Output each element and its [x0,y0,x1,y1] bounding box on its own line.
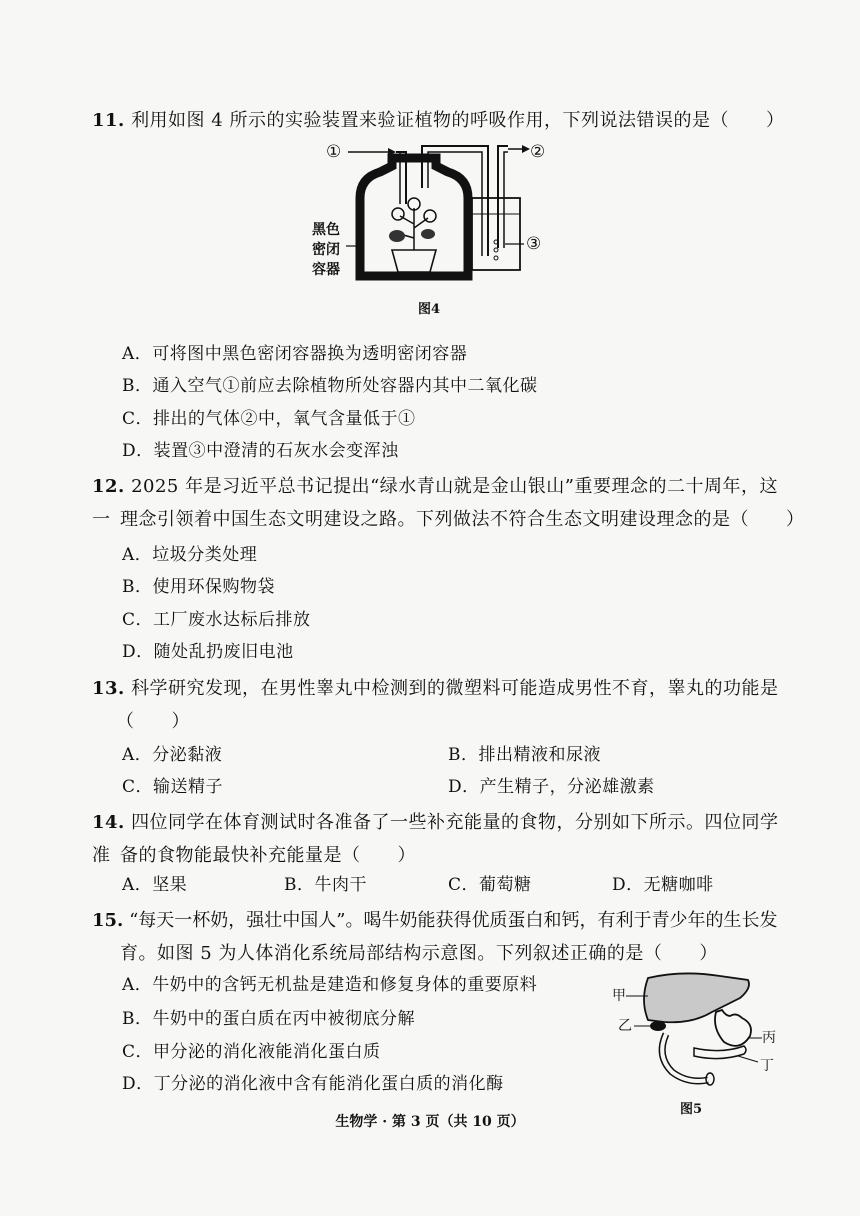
label-container-3: 容器 [312,262,340,278]
label-bing: 丙 [762,1030,776,1046]
question-text-line1: 2025 年是习近平总书记提出“绿水青山就是金山银山”重要理念的二十周年，这一 [92,476,778,530]
label-ding: 丁 [760,1058,774,1074]
q11-option-d: D．装置③中澄清的石灰水会变浑浊 [122,441,399,461]
label-outlet: ② [530,142,546,162]
q12-option-d: D．随处乱扔废旧电池 [122,642,294,662]
question-number: 12. [92,476,125,497]
figure-5-digestive-system [612,966,782,1094]
question-number: 13. [92,678,125,699]
q13-option-b: B．排出精液和尿液 [448,745,601,765]
question-13-stem-line2: （ ） [116,711,190,732]
question-number: 11. [92,110,125,131]
question-number: 14. [92,812,125,833]
label-inlet: ① [326,142,342,162]
q13-option-d: D．产生精子，分泌雄激素 [448,777,655,797]
question-text-line1: 科学研究发现，在男性睾丸中检测到的微塑料可能造成男性不育，睾丸的功能是 [131,678,779,699]
q11-option-a: A．可将图中黑色密闭容器换为透明密闭容器 [122,344,468,364]
q13-option-c: C．输送精子 [122,777,224,797]
question-12-stem-line2: 理念引领着中国生态文明建设之路。下列做法不符合生态文明建设理念的是（ ） [120,509,805,530]
question-13-stem [92,672,792,705]
q14-option-d: D．无糖咖啡 [612,875,714,895]
q15-option-a: A．牛奶中的含钙无机盐是建造和修复身体的重要原料 [122,975,538,995]
question-15-stem-line2: 育。如图 5 为人体消化系统局部结构示意图。下列叙述正确的是（ ） [120,943,718,964]
label-jia: 甲 [612,988,626,1004]
question-number: 15. [92,910,124,931]
q14-option-c: C．葡萄糖 [448,875,532,895]
q12-option-a: A．垃圾分类处理 [122,545,258,565]
q15-option-b: B．牛奶中的蛋白质在丙中被彻底分解 [122,1009,415,1029]
label-container-1: 黑色 [312,222,340,238]
q11-option-b: B．通入空气①前应去除植物所处容器内其中二氧化碳 [122,376,538,396]
question-text: 利用如图 4 所示的实验装置来验证植物的呼吸作用，下列说法错误的是（ ） [131,110,785,131]
q14-option-a: A．坚果 [122,875,188,895]
q11-option-c: C．排出的气体②中，氧气含量低于① [122,409,416,429]
q13-option-a: A．分泌黏液 [122,745,223,765]
figure-4-caption: 图4 [418,302,441,317]
label-container-2: 密闭 [312,242,340,258]
label-limewater: ③ [526,234,542,254]
question-15-stem [92,904,812,937]
question-text-line1: “每天一杯奶，强壮中国人”。喝牛奶能获得优质蛋白和钙，有利于青少年的生长发 [129,910,778,931]
q12-option-b: B．使用环保购物袋 [122,577,275,597]
question-11-stem [92,104,792,137]
label-yi: 乙 [618,1018,632,1034]
page-footer: 生物学 · 第 3 页（共 10 页） [335,1114,525,1130]
q15-option-c: C．甲分泌的消化液能消化蛋白质 [122,1042,381,1062]
q14-option-b: B．牛肉干 [284,875,367,895]
q12-option-c: C．工厂废水达标后排放 [122,610,311,630]
q15-option-d: D．丁分泌的消化液中含有能消化蛋白质的消化酶 [122,1074,504,1094]
question-14-stem-line2: 备的食物能最快补充能量是（ ） [120,845,416,866]
question-text-line1: 四位同学在体育测试时各准备了一些补充能量的食物，分别如下所示。四位同学准 [92,812,779,866]
figure-5-caption: 图5 [680,1102,703,1117]
